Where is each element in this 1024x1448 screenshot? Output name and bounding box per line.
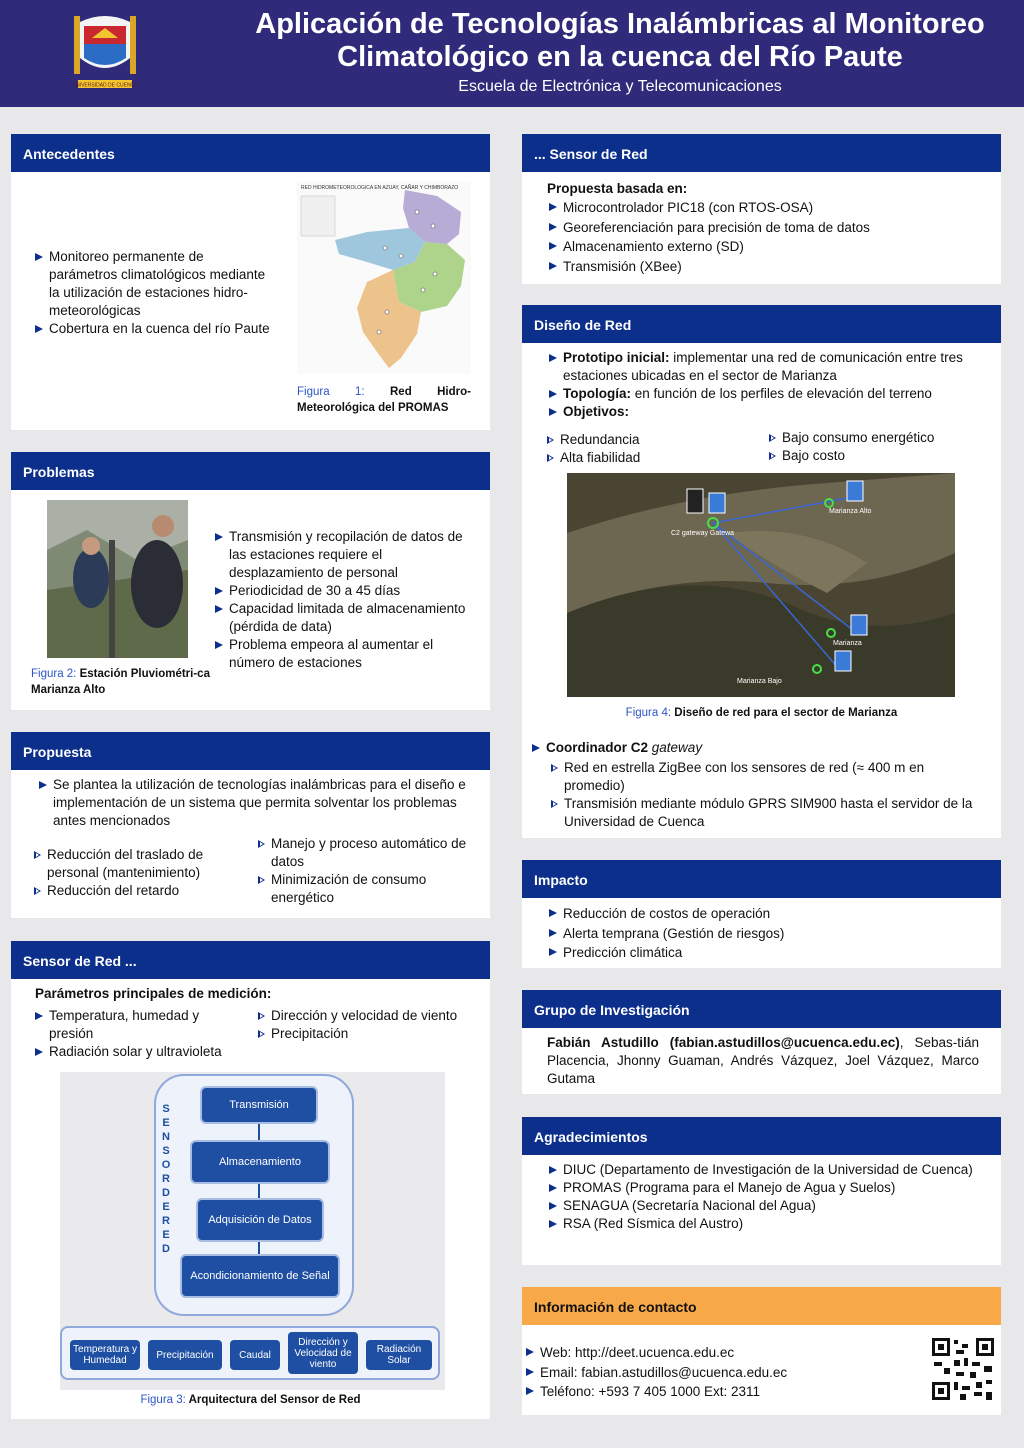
list-item: Monitoreo permanente de parámetros climatológicos mediante la utilización de estaciones hidro-meteorológicas — [33, 248, 273, 320]
panel-sensor-de-red-2 — [522, 134, 1001, 284]
list-item: Manejo y proceso automático de datos — [257, 835, 477, 871]
panel-antecedentes — [11, 134, 490, 430]
propuesta-left-list — [33, 846, 233, 900]
input-label: Dirección y Velocidad de viento — [294, 1336, 352, 1370]
map-label: Marianza — [833, 640, 862, 647]
panel-title: Sensor de Red ... — [11, 941, 490, 979]
list-item — [530, 739, 990, 757]
list-item: Alta fiabilidad — [546, 449, 746, 467]
impacto-list — [547, 904, 987, 963]
sensor2-heading: Propuesta basada en: — [547, 181, 688, 196]
figure-label: Figura 3: — [140, 1394, 186, 1406]
figure-label: Figura 4: — [625, 707, 672, 719]
list-item: Periodicidad de 30 a 45 días — [213, 582, 475, 600]
panel-title: Antecedentes — [11, 134, 490, 172]
figure-text: Arquitectura del Sensor de Red — [188, 1394, 361, 1406]
list-item: Redundancia — [546, 431, 746, 449]
list-item: Microcontrolador PIC18 (con RTOS-OSA) — [547, 198, 987, 218]
coordinador-sublist — [550, 759, 980, 831]
list-item: Cobertura en la cuenca del río Paute — [33, 320, 273, 338]
figure-3-caption — [11, 1392, 490, 1408]
block-acondicionamiento — [182, 1256, 338, 1296]
input-radiacion — [366, 1340, 432, 1370]
block-label: Acondicionamiento de Señal — [190, 1270, 330, 1282]
sensor-params-left — [33, 1007, 233, 1061]
figure-1-caption — [297, 384, 471, 416]
figure-text: Estación Pluviométri-ca Marianza Alto — [31, 668, 210, 696]
list-item: Email: fabian.astudillos@ucuenca.edu.ec — [524, 1363, 924, 1383]
input-label: Temperatura y Humedad — [73, 1344, 137, 1366]
coordinador-gateway: gateway — [651, 740, 703, 755]
list-item: Reducción del traslado de personal (mantenimiento) — [33, 846, 233, 882]
list-item — [547, 385, 987, 403]
list-item: Georeferenciación para precisión de toma de datos — [547, 218, 987, 238]
item-text: implementar una red de comunicación entre tres estaciones ubicadas en el sector de Marianza — [563, 350, 963, 383]
poster-title: Aplicación de Tecnologías Inalámbricas al Monitoreo Climatológico en la cuenca del Río Paute — [255, 8, 985, 73]
poster-header — [0, 0, 1024, 107]
panel-agradecimientos — [522, 1117, 1001, 1265]
list-item: Temperatura, humedad y presión — [33, 1007, 233, 1043]
input-viento — [288, 1332, 358, 1374]
problemas-list — [213, 528, 475, 672]
list-item: Capacidad limitada de almacenamiento (pérdida de data) — [213, 600, 475, 636]
sensor2-list — [547, 198, 987, 276]
item-text: en función de los perfiles de elevación del terreno — [634, 386, 932, 401]
panel-title: Propuesta — [11, 732, 490, 770]
list-item: Red en estrella ZigBee con los sensores de red (≈ 400 m en promedio) — [550, 759, 980, 795]
objetivos-right — [768, 429, 988, 465]
sensor-vertical-label: SENSOR DE RED — [161, 1103, 171, 1255]
list-item: Teléfono: +593 7 405 1000 Ext: 2311 — [524, 1382, 924, 1402]
hydromet-network-map — [297, 182, 471, 374]
list-item: Problema empeora al aumentar el número de estaciones — [213, 636, 475, 672]
panel-diseno-de-red — [522, 305, 1001, 838]
list-item: Transmisión mediante módulo GPRS SIM900 hasta el servidor de la Universidad de Cuenca — [550, 795, 980, 831]
rain-gauge-station-photo — [47, 500, 188, 658]
figure-label: Figura 2: — [31, 668, 77, 680]
input-label: Radiación Solar — [376, 1344, 422, 1366]
propuesta-main-list — [37, 776, 475, 830]
figure-label: Figura 1: — [297, 386, 365, 398]
map-label: Marianza Bajo — [737, 678, 782, 685]
list-item: Almacenamiento externo (SD) — [547, 237, 987, 257]
list-item: Se plantea la utilización de tecnologías inalámbricas para el diseño e implementación de un sistema que permita solventar los problemas antes mencionados — [37, 776, 475, 830]
item-label: Prototipo inicial: — [563, 350, 670, 365]
list-item: Transmisión y recopilación de datos de las estaciones requiere el desplazamiento de personal — [213, 528, 475, 582]
block-transmision — [202, 1088, 316, 1122]
panel-problemas — [11, 452, 490, 710]
sensor-architecture-diagram — [60, 1072, 445, 1390]
list-item: Predicción climática — [547, 943, 987, 963]
list-item: Radiación solar y ultravioleta — [33, 1043, 233, 1061]
panel-title: Agradecimientos — [522, 1117, 1001, 1155]
logo-text: UNIVERSIDAD DE CUENCA — [72, 82, 138, 89]
block-label: Transmisión — [229, 1099, 289, 1111]
list-item: Bajo consumo energético — [768, 429, 988, 447]
agradecimientos-list — [547, 1161, 987, 1233]
map-label: C2 gateway Gatewa — [671, 530, 735, 537]
list-item: Precipitación — [257, 1025, 467, 1043]
list-item: Transmisión (XBee) — [547, 257, 987, 277]
list-item: Alerta temprana (Gestión de riesgos) — [547, 924, 987, 944]
block-almacenamiento — [192, 1142, 328, 1182]
list-item: Objetivos: — [547, 403, 987, 421]
list-item: DIUC (Departamento de Investigación de la Universidad de Cuenca) — [547, 1161, 987, 1179]
diseno-list — [547, 349, 987, 421]
list-item: RSA (Red Sísmica del Austro) — [547, 1215, 987, 1233]
panel-propuesta — [11, 732, 490, 918]
list-item — [547, 349, 987, 385]
panel-title: ... Sensor de Red — [522, 134, 1001, 172]
panel-title: Información de contacto — [522, 1287, 1001, 1325]
list-item: Web: http://deet.ucuenca.edu.ec — [524, 1343, 924, 1363]
map-title: RED HIDROMETEOROLOGICA EN AZUAY, CAÑAR Y CHIMBORAZO — [301, 185, 459, 191]
marianza-network-map — [567, 473, 955, 697]
list-item: Reducción de costos de operación — [547, 904, 987, 924]
list-item: PROMAS (Programa para el Manejo de Agua y Suelos) — [547, 1179, 987, 1197]
list-item: SENAGUA (Secretaría Nacional del Agua) — [547, 1197, 987, 1215]
grupo-members — [547, 1034, 979, 1088]
list-item: Minimización de consumo energético — [257, 871, 477, 907]
panel-title: Problemas — [11, 452, 490, 490]
contacto-list — [524, 1343, 924, 1402]
item-label: Topología: — [563, 386, 631, 401]
block-label: Almacenamiento — [219, 1156, 301, 1168]
input-temperatura — [70, 1340, 140, 1370]
input-label: Caudal — [239, 1349, 271, 1361]
propuesta-right-list — [257, 835, 477, 907]
list-item: Bajo costo — [768, 447, 988, 465]
panel-title: Diseño de Red — [522, 305, 1001, 343]
input-precipitacion — [148, 1340, 222, 1370]
figure-2-caption — [31, 666, 211, 698]
input-caudal — [230, 1340, 280, 1370]
panel-impacto — [522, 860, 1001, 968]
figure-4-caption — [522, 705, 1001, 721]
sensor-params-heading: Parámetros principales de medición: — [35, 986, 272, 1001]
map-label: Marianza Alto — [829, 508, 872, 515]
antecedentes-list — [33, 248, 273, 338]
grupo-rest: , Sebas-tián Placencia, Jhonny Guaman, Andrés Vázquez, Joel Vázquez, Marco Gutama — [547, 1035, 979, 1086]
block-adquisicion — [198, 1200, 322, 1240]
grupo-lead: Fabián Astudillo (fabian.astudillos@ucuenca.edu.ec) — [547, 1035, 900, 1050]
objetivos-left — [546, 431, 746, 467]
list-item: Reducción del retardo — [33, 882, 233, 900]
list-item: Dirección y velocidad de viento — [257, 1007, 467, 1025]
university-crest-logo — [72, 8, 138, 94]
sensor-params-right — [257, 1007, 467, 1043]
coordinador-list — [530, 739, 990, 757]
poster-subtitle: Escuela de Electrónica y Telecomunicaciones — [458, 78, 782, 95]
panel-title: Impacto — [522, 860, 1001, 898]
panel-grupo — [522, 990, 1001, 1094]
input-label: Precipitación — [156, 1349, 214, 1361]
coordinador-label: Coordinador C2 — [546, 740, 649, 755]
figure-text: Red Hidro-Meteorológica del PROMAS — [297, 386, 471, 414]
panel-title: Grupo de Investigación — [522, 990, 1001, 1028]
figure-text: Diseño de red para el sector de Marianza — [674, 707, 898, 719]
qr-code-icon — [930, 1336, 996, 1402]
block-label: Adquisición de Datos — [208, 1214, 312, 1226]
